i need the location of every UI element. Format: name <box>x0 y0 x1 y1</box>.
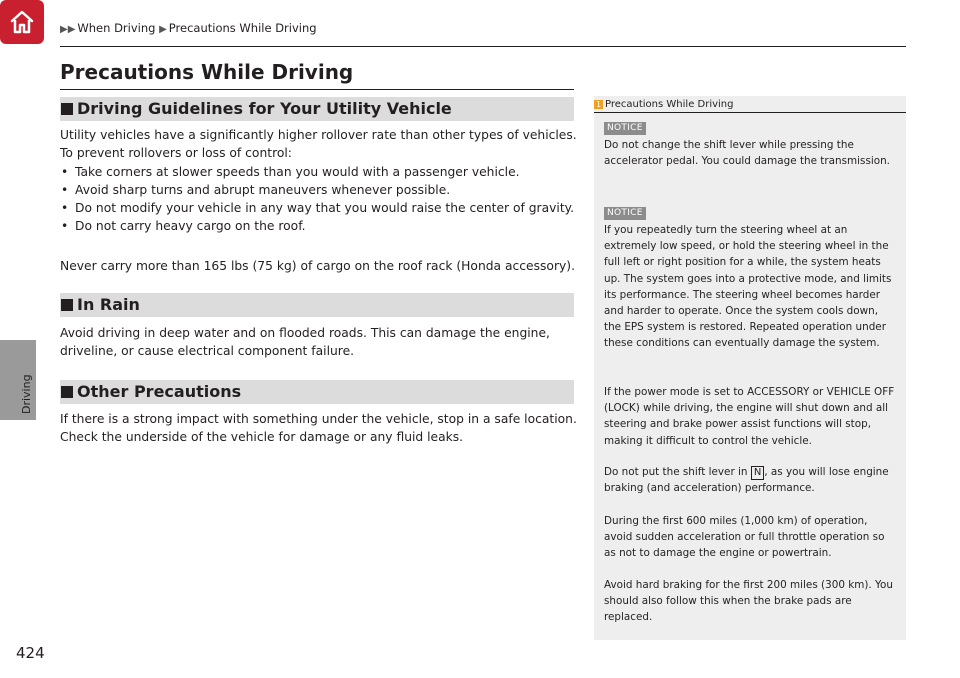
section-heading-text: Other Precautions <box>77 382 242 401</box>
page-title: Precautions While Driving <box>60 60 354 84</box>
list-item: • Avoid sharp turns and abrupt maneuvers whenever possible. <box>60 181 580 199</box>
list-item: • Do not carry heavy cargo on the roof. <box>60 217 580 235</box>
notice-shift-lever: Do not change the shift lever while pressing the accelerator pedal. You could damage the transmission. <box>604 139 890 168</box>
sidebar-title <box>594 99 734 110</box>
power-mode-paragraph: If the power mode is set to ACCESSORY or VEHICLE OFF (LOCK) while driving, the engine will shut down and all steering and brake power assist functions will stop, making it difficult to control the vehicle. <box>604 386 895 447</box>
breadcrumb-arrow-icon: ▶▶ <box>60 24 76 35</box>
title-divider <box>60 89 574 90</box>
sidebar-divider <box>594 112 906 113</box>
home-icon <box>9 9 35 35</box>
guidelines-list <box>60 163 580 236</box>
other-precautions-body: If there is a strong impact with something under the vehicle, stop in a safe location. Check the underside of the vehicle for damage or any fluid leaks. <box>60 412 577 445</box>
square-bullet-icon <box>61 103 73 115</box>
breadcrumb <box>60 21 317 35</box>
home-button[interactable] <box>0 0 44 44</box>
section-heading-other-precautions <box>60 380 574 404</box>
list-item: • Take corners at slower speeds than you would with a passenger vehicle. <box>60 163 580 181</box>
break-in-paragraph: During the first 600 miles (1,000 km) of operation, avoid sudden acceleration or full throttle operation so as not to damage the engine or powertrain. <box>604 515 885 560</box>
section-heading-text: In Rain <box>77 295 140 314</box>
breadcrumb-arrow-icon: ▶ <box>159 24 167 35</box>
in-rain-body: Avoid driving in deep water and on flooded roads. This can damage the engine, driveline, or cause electrical component failure. <box>60 326 550 359</box>
list-item: • Do not modify your vehicle in any way that you would raise the center of gravity. <box>60 199 580 217</box>
braking-paragraph: Avoid hard braking for the first 200 miles (300 km). You should also follow this when the brake pads are replaced. <box>604 579 893 624</box>
neutral-text-before: Do not put the shift lever in <box>604 466 748 478</box>
sidebar-title-text: Precautions While Driving <box>605 99 734 110</box>
driving-guidelines-body <box>60 126 580 236</box>
header-divider <box>60 46 906 47</box>
breadcrumb-link-when-driving[interactable]: When Driving <box>77 21 156 35</box>
breadcrumb-current[interactable]: Precautions While Driving <box>168 21 317 35</box>
square-bullet-icon <box>61 299 73 311</box>
reference-icon: 1 <box>595 100 602 109</box>
section-heading-in-rain <box>60 293 574 317</box>
neutral-text-after: , as you will lose engine braking (and acceleration) performance. <box>604 466 889 495</box>
notice-steering: If you repeatedly turn the steering wheel at an extremely low speed, or hold the steering wheel in the full left or right position for a while, the system heats up. The system goes into a protective mode, and limits its performance. The steering wheel becomes harder and harder to operate. Once the system cools down, the EPS system is restored. Repeated operation under these conditions can eventually damage the system. <box>604 224 892 350</box>
section-heading-driving-guidelines <box>60 97 574 121</box>
page-number: 424 <box>16 644 45 662</box>
chapter-tab-label: Driving <box>20 374 33 414</box>
notice-badge: NOTICE <box>604 122 646 135</box>
notice-badge: NOTICE <box>604 207 646 220</box>
section-heading-text: Driving Guidelines for Your Utility Vehicle <box>77 99 452 118</box>
square-bullet-icon <box>61 386 73 398</box>
shift-position-neutral-icon: N <box>751 466 764 480</box>
chapter-tab-label-wrap <box>0 360 36 420</box>
neutral-paragraph <box>604 464 896 496</box>
intro-paragraph: Utility vehicles have a significantly higher rollover rate than other types of vehicles. To prevent rollovers or loss of control: <box>60 128 577 161</box>
roof-cargo-note: Never carry more than 165 lbs (75 kg) of cargo on the roof rack (Honda accessory). <box>60 259 575 273</box>
